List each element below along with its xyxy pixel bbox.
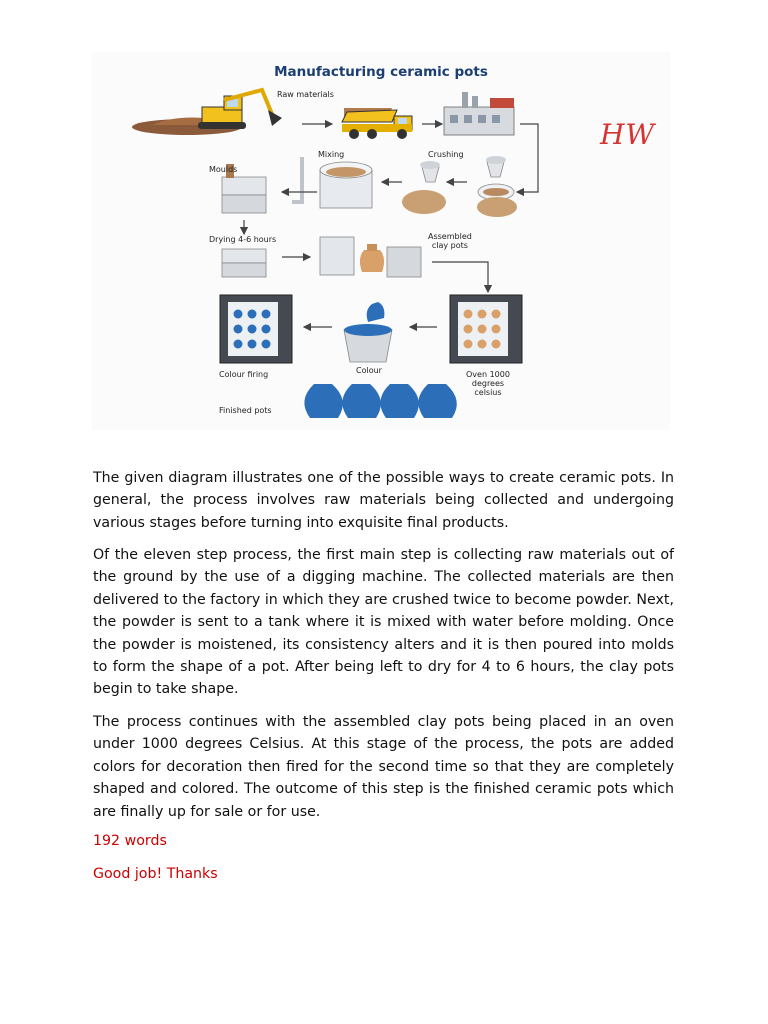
excavator-icon — [132, 90, 282, 135]
teacher-annotation: HW — [600, 118, 656, 151]
label-finished-pots: Finished pots — [219, 406, 272, 415]
crusher-icon — [402, 156, 517, 217]
colour-firing-oven-icon — [220, 295, 292, 363]
label-raw-materials: Raw materials — [277, 90, 334, 99]
diagram-title: Manufacturing ceramic pots — [274, 64, 488, 80]
essay-paragraph-1: The given diagram illustrates one of the possible ways to create ceramic pots. In general, the process involves raw materials being collected and undergoing various stages before turning into exquisite final products. — [93, 470, 674, 531]
assembled-clay-pots-icon — [320, 237, 421, 277]
label-assembled-clay-pots: Assembled clay pots — [428, 232, 472, 250]
label-colour-firing: Colour firing — [219, 370, 269, 379]
process-diagram — [92, 52, 670, 430]
feedback-note: Good job! Thanks — [93, 866, 218, 882]
oven-icon — [450, 295, 522, 363]
drying-moulds-icon — [222, 249, 266, 277]
label-drying: Drying 4-6 hours — [209, 235, 277, 244]
factory-icon — [444, 92, 514, 135]
essay-paragraph-2: Of the eleven step process, the first main step is collecting raw materials out of the ground by the use of a digging machine. The collected materials are then delivered to the factory in which they are crushed twice to become powder. Next, the powder is sent to a tank where it is mixed with water before molding. Once the powder is moistened, its consistency alters and it is then poured into molds to form the shape of a pot. After being left to dry for 4 to 6 hours, the clay pots begin to take shape. — [93, 547, 674, 698]
label-crushing: Crushing — [428, 150, 464, 159]
label-moulds: Moulds — [209, 165, 238, 174]
word-count: 192 words — [93, 833, 167, 849]
label-mixing: Mixing — [318, 150, 345, 159]
label-colour: Colour — [356, 366, 382, 375]
finished-pots-icon — [304, 384, 456, 418]
dump-truck-icon — [342, 108, 412, 139]
mixing-tank-icon — [292, 157, 372, 208]
colour-bucket-icon — [344, 302, 392, 362]
label-oven: Oven 1000 degrees celsius — [466, 370, 510, 397]
essay-paragraph-3: The process continues with the assembled clay pots being placed in an oven under 1000 degrees Celsius. At this stage of the process, the pots are added colors for decoration then fired for the second time so that they are completely shaped and colored. The outcome of this step is the finished ceramic pots which are finally up for sale or for use. — [93, 714, 674, 820]
